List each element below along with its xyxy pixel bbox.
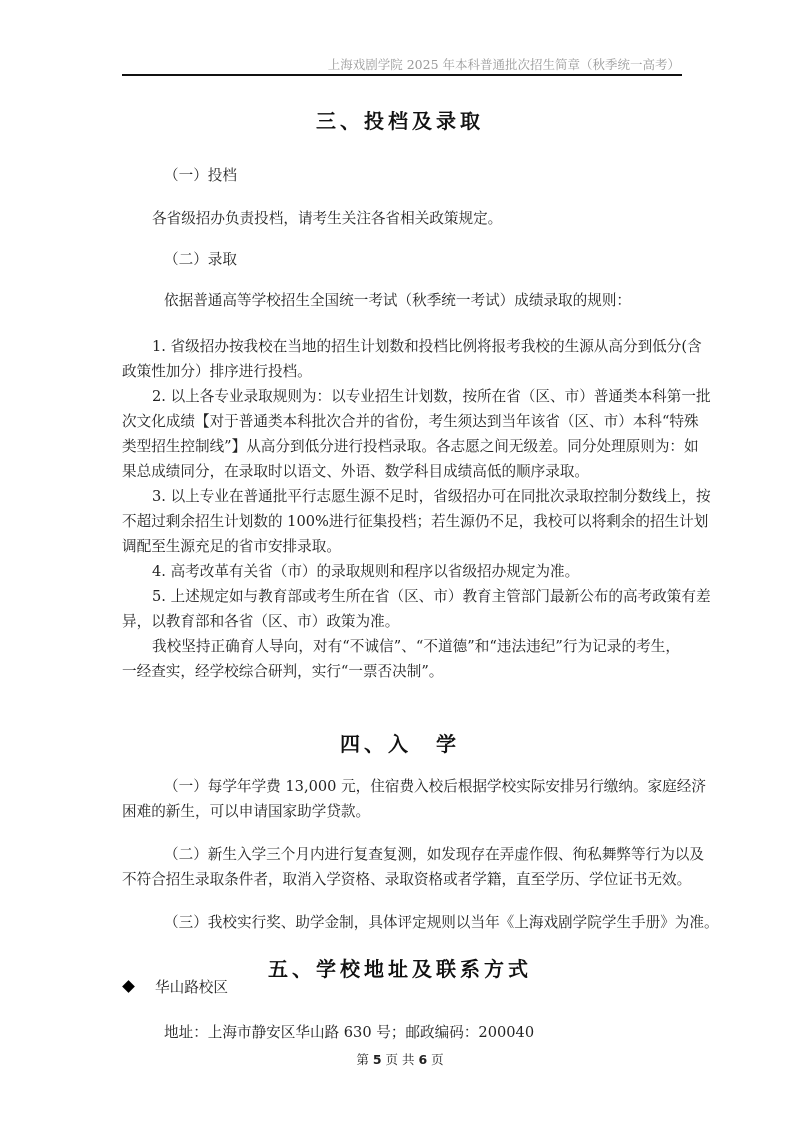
text-line: 果总成绩同分，在录取时以语文、外语、数学科目成绩高低的顺序录取。 bbox=[122, 463, 590, 480]
subsection-heading: （二）录取 bbox=[164, 251, 237, 268]
footer-text: 页 bbox=[431, 1052, 444, 1067]
page-number: 5 bbox=[372, 1052, 382, 1067]
running-header: 上海戏剧学院 2025 年本科普通批次招生简章（秋季统一高考） bbox=[327, 57, 680, 72]
text-line: 3. 以上专业在普通批平行志愿生源不足时，省级招办可在同批次录取控制分数线上，按 bbox=[152, 488, 711, 505]
text-line: 不超过剩余招生计划数的 100%进行征集投档；若生源仍不足，我校可以将剩余的招生计划 bbox=[122, 513, 709, 530]
page-total: 6 bbox=[418, 1052, 428, 1067]
text-line: 不符合招生录取条件者，取消入学资格、录取资格或者学籍，直至学历、学位证书无效。 bbox=[122, 871, 692, 888]
campus-heading bbox=[122, 975, 680, 1000]
list-paragraph bbox=[122, 334, 702, 384]
list-paragraph bbox=[122, 384, 711, 484]
text-line: 异，以教育部和各省（区、市）政策为准。 bbox=[122, 613, 400, 630]
subsection-heading: （一）投档 bbox=[164, 167, 237, 184]
list-paragraph bbox=[122, 774, 706, 824]
text-line: 类型招生控制线”】从高分到低分进行投档录取。各志愿之间无级差。同分处理原则为：如 bbox=[122, 438, 699, 455]
text-line: 政策性加分）排序进行投档。 bbox=[122, 363, 312, 380]
paragraph: 各省级招办负责投档，请考生关注各省相关政策规定。 bbox=[152, 210, 503, 227]
list-paragraph bbox=[122, 584, 711, 634]
list-paragraph bbox=[122, 910, 719, 935]
paragraph: 依据普通高等学校招生全国统一考试（秋季统一考试）成绩录取的规则： bbox=[164, 292, 632, 309]
diamond-bullet-icon bbox=[122, 980, 135, 993]
section-3-title: 三、投档及录取 bbox=[316, 109, 484, 133]
text-line: （二）新生入学三个月内进行复查复测，如发现存在弄虚作假、徇私舞弊等行为以及 bbox=[164, 846, 704, 863]
address: 地址：上海市静安区华山路 630 号；邮政编码：200040 bbox=[164, 1024, 535, 1041]
text-line: 2. 以上各专业录取规则为：以专业招生计划数，按所在省（区、市）普通类本科第一批 bbox=[152, 388, 711, 405]
header-rule bbox=[122, 74, 682, 76]
section-4-title: 四、入 学 bbox=[340, 732, 460, 756]
text-line: 困难的新生，可以申请国家助学贷款。 bbox=[122, 803, 371, 820]
text-line: 5. 上述规定如与教育部或考生所在省（区、市）教育主管部门最新公布的高考政策有差 bbox=[152, 588, 711, 605]
text-line: （一）每学年学费 13,000 元，住宿费入校后根据学校实际安排另行缴纳。家庭经济 bbox=[164, 778, 706, 795]
section-5-title: 五、学校地址及联系方式 bbox=[268, 957, 532, 981]
text-line: 我校坚持正确育人导向，对有“不诚信”、“不道德”和“违法违纪”行为记录的考生， bbox=[152, 638, 680, 655]
list-paragraph bbox=[122, 559, 680, 584]
text-line: 次文化成绩【对于普通类本科批次合并的省份，考生须达到当年该省（区、市）本科“特殊 bbox=[122, 413, 699, 430]
list-paragraph bbox=[122, 484, 711, 559]
footer-text: 页 共 bbox=[385, 1052, 415, 1067]
text-line: 4. 高考改革有关省（市）的录取规则和程序以省级招办规定为准。 bbox=[152, 563, 580, 580]
text-line: 1. 省级招办按我校在当地的招生计划数和投档比例将报考我校的生源从高分到低分(含 bbox=[152, 338, 702, 355]
list-paragraph bbox=[122, 634, 680, 684]
text-line: （三）我校实行奖、助学金制，具体评定规则以当年《上海戏剧学院学生手册》为准。 bbox=[164, 914, 719, 931]
footer-text: 第 bbox=[356, 1052, 369, 1067]
text-line: 调配至生源充足的省市安排录取。 bbox=[122, 538, 341, 555]
rules-list bbox=[122, 334, 711, 684]
page-footer bbox=[0, 1050, 800, 1068]
text-line: 一经查实，经学校综合研判，实行“一票否决制”。 bbox=[122, 663, 444, 680]
list-paragraph bbox=[122, 842, 704, 892]
enrollment-list bbox=[122, 774, 719, 935]
campus-name: 华山路校区 bbox=[155, 979, 228, 996]
